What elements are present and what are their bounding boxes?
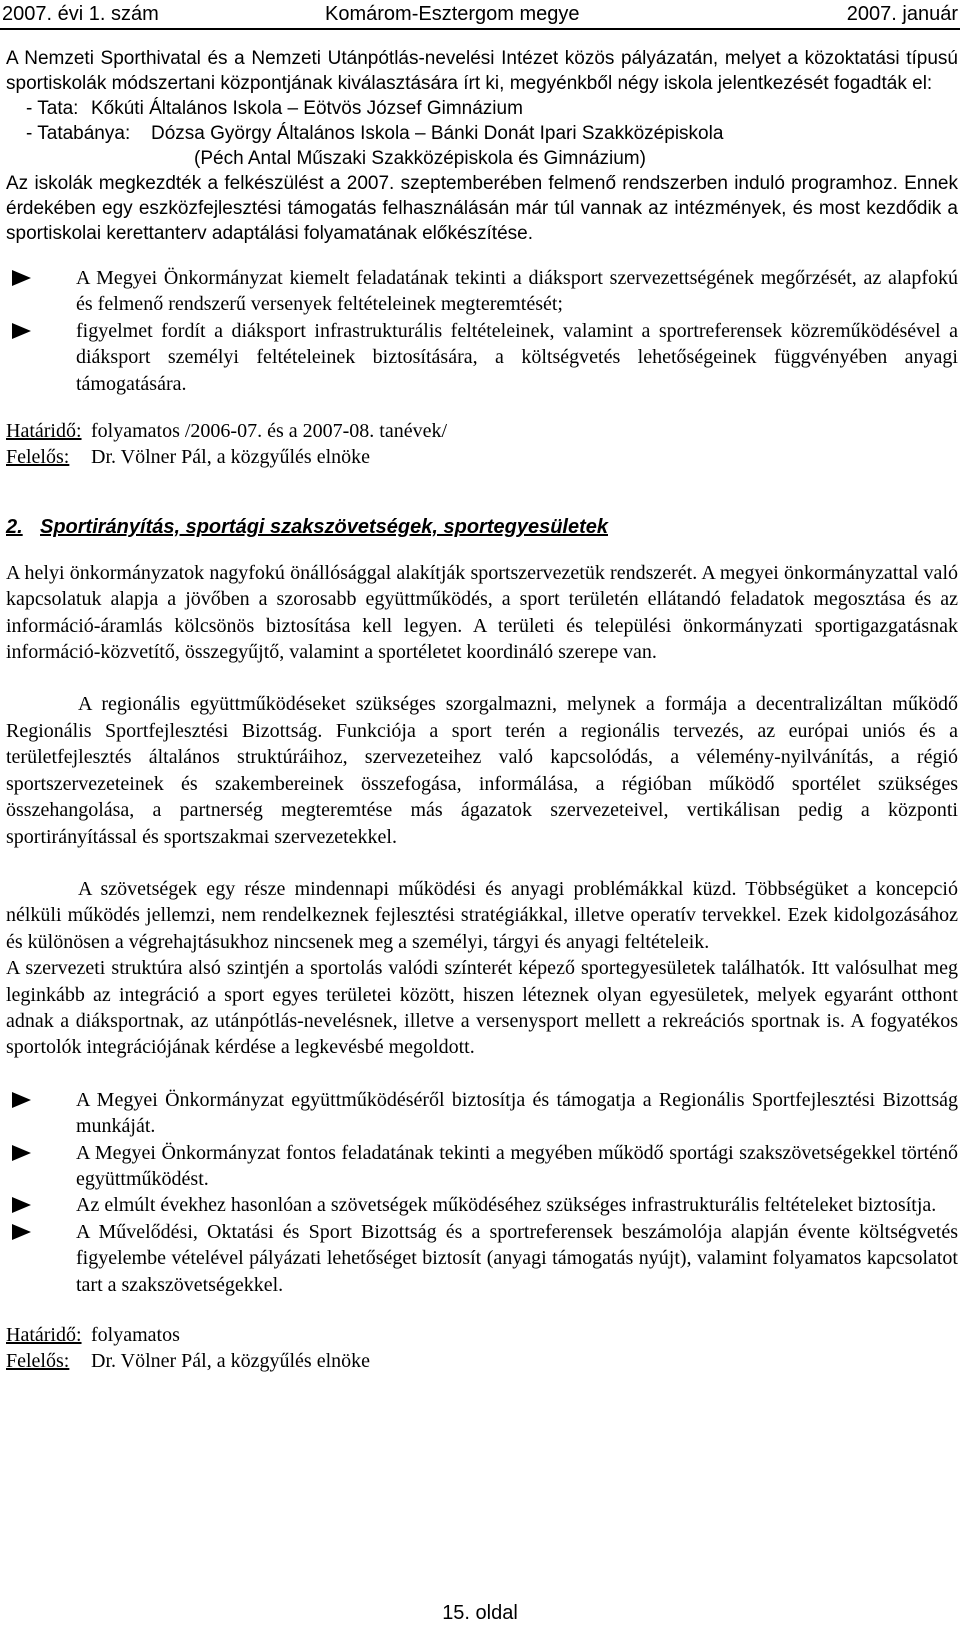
meta-block-1 (6, 418, 958, 471)
bullet-arrow-icon (12, 270, 31, 286)
tatabanya-sub-school: (Péch Antal Műszaki Szakközépiskola és Gimnázium) (194, 148, 646, 169)
bullet-arrow-icon (12, 1092, 31, 1108)
section-title: Sportirányítás, sportági szakszövetségek, sportegyesületek (40, 515, 608, 538)
body-paragraph-text: A helyi önkormányzatok nagyfokú önállósággal alakítják sportszervezetük rendszerét. A megyei önkormányzattal való kapcsolatuk alapja a jövőben a szorosabb együttműködés, a sport területén ellátandó feladatok megosztása és az információ-áramlás kölcsönös biztosítása kell legyen. A területi és települési önkormányzati sportigazgatásnak információ-közvetítő, összegyűjtő, valamint a sportéletet koordináló szerepe van. (6, 561, 958, 664)
bullet-arrow-icon (12, 1224, 31, 1240)
responsible-value: Dr. Völner Pál, a közgyűlés elnöke (91, 1350, 371, 1373)
list-item-text: A Művelődési, Oktatási és Sport Bizottság és a sportreferensek beszámolója alapján évente költségvetés figyelembe vételével pályázati lehetőséget biztosít (anyagi támogatás nyújt), valamint folyamatos kapcsolatot tart a szakszövetségekkel. (76, 1220, 958, 1296)
school-line-tata (6, 96, 958, 121)
header-county: Komárom-Esztergom megye (325, 3, 580, 25)
list-item (6, 265, 958, 318)
list-item-text: figyelmet fordít a diáksport infrastrukturális feltételeinek, valamint a sportreferensek közreműködésével a diáksport személyi feltételeinek biztosítására, a költségvetés lehetőségeinek függvényében anyagi támogatására. (76, 319, 958, 395)
deadline-label: Határidő: (6, 420, 82, 443)
intro-closing-paragraph (6, 171, 958, 246)
body-paragraph (6, 691, 958, 849)
bullet-arrow-icon (12, 1197, 31, 1213)
list-item (6, 318, 958, 397)
list-item-text: A Megyei Önkormányzat kiemelt feladatának tekinti a diáksport szervezettségének megőrzését, az alapfokú és felmenő rendszerű versenyek feltételeinek megteremtését; (76, 267, 958, 316)
intro-block (6, 46, 958, 246)
body-paragraph (6, 955, 958, 1061)
deadline-value: folyamatos (91, 1324, 180, 1346)
page-number: 15. oldal (442, 1602, 518, 1624)
tata-label: - Tata: (26, 98, 79, 119)
header-date: 2007. január (846, 3, 958, 25)
responsible-label: Felelős: (6, 446, 70, 469)
bullet-arrow-icon (12, 323, 31, 339)
list-item (6, 1140, 958, 1193)
responsible-value: Dr. Völner Pál, a közgyűlés elnöke (91, 446, 371, 469)
school-line-tatabanya (6, 121, 958, 146)
list-item-text: A Megyei Önkormányzat fontos feladatának tekinti a megyében működő sportági szakszövetségekkel történő együttműködést. (76, 1141, 958, 1190)
school-line-pech (6, 146, 958, 171)
goal-list-2 (6, 1087, 958, 1298)
section-body (6, 560, 958, 1375)
page-header (0, 2, 960, 30)
list-item (6, 1087, 958, 1140)
list-item (6, 1192, 958, 1218)
tata-schools: Kőkúti Általános Iskola – Eötvös József Gimnázium (91, 98, 523, 119)
intro-text: A Nemzeti Sporthivatal és a Nemzeti Utánpótlás-nevelési Intézet közös pályázatán, melyet a közoktatási típusú sportiskolák módszertani központjának kiválasztására írt ki, megyénkből négy iskola jelentkezését fogadták el: (6, 48, 958, 94)
page-content (6, 46, 958, 1375)
deadline-label: Határidő: (6, 1324, 82, 1346)
responsible-label: Felelős: (6, 1350, 70, 1373)
header-issue: 2007. évi 1. szám (2, 3, 159, 25)
bullet-arrow-icon (12, 1145, 31, 1161)
tatabanya-label: - Tatabánya: (26, 123, 131, 144)
meta-block-2 (6, 1322, 958, 1375)
page-footer (0, 1601, 960, 1625)
body-paragraph-text: A szövetségek egy része mindennapi működési és anyagi problémákkal küzd. Többségüket a koncepció nélküli működés jellemzi, nem rendelkeznek fejlesztési stratégiákkal, illetve operatív tervekkel. Ezek kidolgozásához és különösen a végrehajtásukhoz nincsenek meg a személyi, tárgyi és anyagi feltételeik. (6, 877, 958, 953)
deadline-value: folyamatos /2006-07. és a 2007-08. tanévek/ (91, 420, 448, 443)
goal-list-1 (6, 265, 958, 397)
list-item-text: Az elmúlt évekhez hasonlóan a szövetségek működéséhez szükséges infrastrukturális feltételeket biztosítja. (76, 1194, 937, 1217)
body-paragraph-text: A regionális együttműködéseket szükséges szorgalmazni, melynek a formája a decentralizáltan működő Regionális Sportfejlesztési Bizottság. Funkciója a sport terén a regionális tervezés, az európai uniós és a területfejlesztés általános struktúráihoz, szervezeteihez való kapcsolódás, a vélemény-nyilvánítás, a régió sportszervezeteinek és szakembereinek összefogása, informálása, a régióban működő sportélet szükséges összehangolása, a partnerség megteremtése más ágazatok szervezeteivel, vertikálisan pedig a központi sportirányítással és sportszakmai szervezetekkel. (6, 693, 958, 848)
responsible-row (6, 1348, 958, 1374)
list-item (6, 1219, 958, 1298)
section-heading (6, 514, 958, 540)
section-number: 2. (6, 515, 23, 538)
goals-block-1 (6, 265, 958, 471)
intro-paragraph (6, 46, 958, 96)
deadline-row (6, 1322, 958, 1348)
tatabanya-schools: Dózsa György Általános Iskola – Bánki Donát Ipari Szakközépiskola (151, 123, 724, 144)
body-paragraph (6, 560, 958, 666)
list-item-text: A Megyei Önkormányzat együttműködéséről biztosítja és támogatja a Regionális Sportfejlesztési Bizottság munkáját. (76, 1088, 958, 1138)
body-paragraph (6, 876, 958, 955)
responsible-row (6, 444, 958, 470)
deadline-row (6, 418, 958, 444)
body-paragraph-text: A szervezeti struktúra alsó szintjén a sportolás valódi színterét képező sportegyesületek találhatók. Itt valósulhat meg leginkább az integráció a sport egyes területei között, hiszen léteznek olyan egyesületek, melyek egyaránt otthont adnak a diáksportnak, az utánpótlás-nevelésnek, illetve a versenysport mellett a rekreációs sportnak is. A fogyatékos sportolók integrációjának kérdése a legkevésbé megoldott. (6, 957, 958, 1059)
intro-closing-text: Az iskolák megkezdték a felkészülést a 2007. szeptemberében felmenő rendszerben induló programhoz. Ennek érdekében egy eszközfejlesztési támogatás felhasználásán már túl vannak az intézmények, és most kezdődik a sportiskolai kerettanterv adaptálási folyamatának előkészítése. (6, 173, 958, 244)
